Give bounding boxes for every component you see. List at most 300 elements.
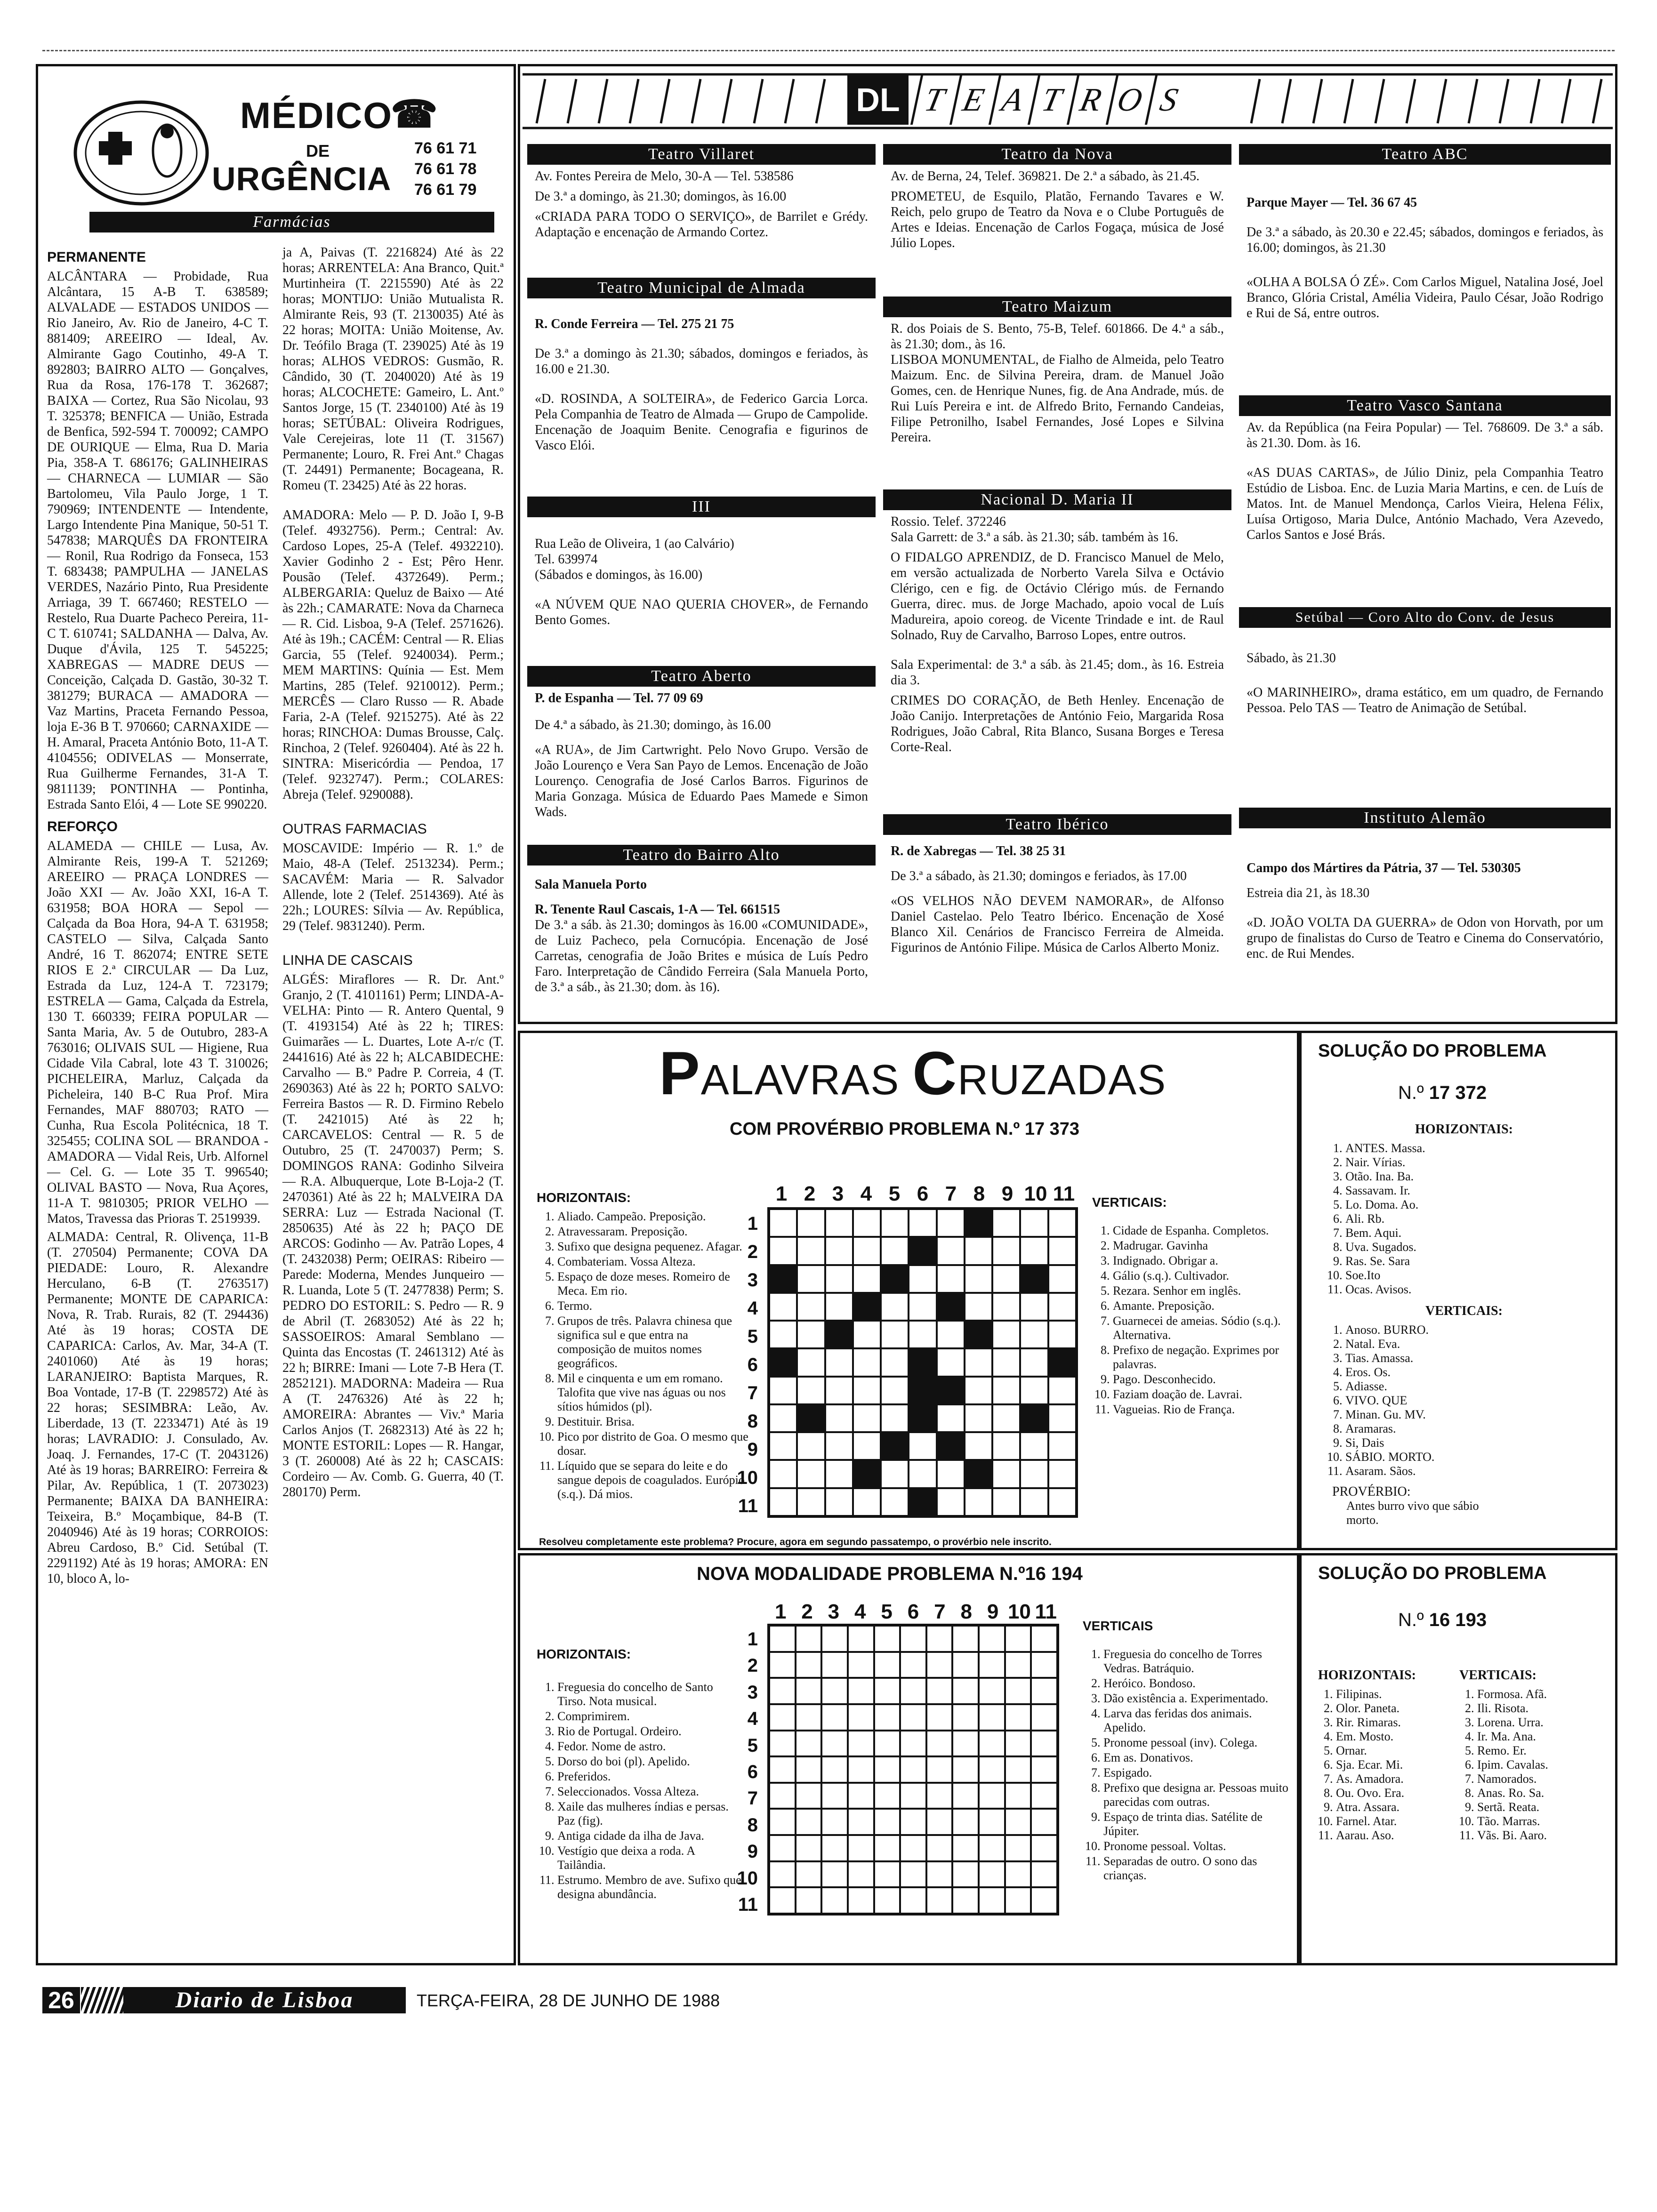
- grid-cell[interactable]: [881, 1293, 909, 1321]
- grid-cell[interactable]: [821, 1809, 848, 1835]
- grid-cell[interactable]: [1005, 1756, 1031, 1783]
- grid-cell[interactable]: [992, 1321, 1020, 1348]
- grid-cell[interactable]: [965, 1293, 992, 1321]
- grid-cell[interactable]: [825, 1265, 853, 1293]
- grid-cell[interactable]: [1048, 1265, 1076, 1293]
- grid-cell[interactable]: [769, 1293, 797, 1321]
- grid-cell-black: [1020, 1404, 1048, 1432]
- col-number: 10: [1024, 1182, 1047, 1205]
- grid-cell[interactable]: [821, 1731, 848, 1757]
- grid-cell[interactable]: [1031, 1887, 1057, 1914]
- grid-cell[interactable]: [909, 1460, 936, 1488]
- grid-cell[interactable]: [874, 1704, 901, 1731]
- grid-cell[interactable]: [1005, 1704, 1031, 1731]
- grid-cell[interactable]: [1048, 1404, 1076, 1432]
- grid-cell[interactable]: [952, 1756, 979, 1783]
- teatro-maizum: [883, 297, 1231, 454]
- grid-cell[interactable]: [853, 1209, 881, 1237]
- grid-cell[interactable]: [1031, 1861, 1057, 1888]
- grid-cell[interactable]: [937, 1488, 965, 1516]
- grid-cell[interactable]: [952, 1887, 979, 1914]
- grid-cell[interactable]: [1020, 1488, 1048, 1516]
- grid-cell-black: [909, 1404, 936, 1432]
- grid-cell[interactable]: [796, 1678, 822, 1704]
- grid-cell[interactable]: [979, 1756, 1005, 1783]
- grid-cell[interactable]: [1048, 1460, 1076, 1488]
- crossword-1-grid[interactable]: [767, 1207, 1078, 1518]
- crossword-2-verticais: [1083, 1619, 1290, 1883]
- grid-cell[interactable]: [853, 1404, 881, 1432]
- grid-cell[interactable]: [992, 1404, 1020, 1432]
- title-big-c: C: [912, 1039, 958, 1107]
- grid-cell[interactable]: [796, 1731, 822, 1757]
- cascais-text: ALGÉS: Miraflores — R. Dr. Ant.º Granjo, 2 (T. 4101161) Perm; LINDA-A-VELHA: Pinto — R. Antero Quental, 9 (T. 4193154) Até às 22 h; TIRES: Guimarães — L. Duartes, Lote A-r/c (T. 2441616) Até às 22 h; ALCABIDECHE: Carvalho — B.º Padre P. Correia, 4 (T. 2690363) Até às 22 h; PORTO SALVO: Ferreira Bastos — R. D. Firmino Rebelo (T. 2421015) Até às 22 h; CARCAVELOS: Central — R. 5 de Outubro, 25 (T. 2470037) Perm; S. DOMINGOS RANA: Godinho Silveira — R.A. Albuquerque, Lote B-Loja-2 (T. 2470361) Até às 22 h; MALVEIRA DA SERRA: Luz — Estrada Nacional (T. 2850635) Até às 22 h; PAÇO DE ARCOS: Godinho — Av. Patrão Lopes, 4 (T. 2432038) Perm; OEIRAS: Ribeiro — Parede: Moderna, Mendes Junqueiro — R. Luanda, Lote 5 (T. 2477838) Perm; S. PEDRO DO ESTORIL: S. Pedro — R. 9 de Abril (T. 2683052) Até às 22 h; SASSOEIROS: Amaral Semblano — Quinta das Encostas (T. 2461312) Até às 22 h; BIRRE: Imani — Lote 7-B Hera (T. 2852121). MADORNA: Madeira — Rua A (T. 2476326) Até às 22 h; AMOREIRA: Abrantes — Viv.ª Maria Carlos Anjos (T. 2682313) Até às 22 h; MONTE ESTORIL: Lopes — R. Hangar, 3 (T. 260008) Até às 22 h; CASCAIS: Cordeiro — Av. Comb. G. Guerra, 40 (T. 280170) Perm.: [282, 972, 504, 1499]
- grid-cell[interactable]: [881, 1321, 909, 1348]
- nova-addr: Av. de Berna, 24, Telef. 369821. De 2.ª a sábado, às 21.45.: [891, 169, 1200, 184]
- grid-cell[interactable]: [881, 1348, 909, 1376]
- grid-cell[interactable]: [1005, 1678, 1031, 1704]
- grid-cell[interactable]: [874, 1731, 901, 1757]
- grid-cell[interactable]: [825, 1488, 853, 1516]
- grid-cell[interactable]: [881, 1488, 909, 1516]
- grid-cell[interactable]: [1005, 1783, 1031, 1809]
- grid-cell[interactable]: [1005, 1731, 1031, 1757]
- col-number: 7: [934, 1600, 946, 1623]
- grid-cell[interactable]: [900, 1704, 926, 1731]
- grid-cell[interactable]: [926, 1678, 953, 1704]
- grid-cell[interactable]: [926, 1626, 953, 1652]
- grid-cell[interactable]: [848, 1887, 874, 1914]
- grid-cell[interactable]: [796, 1809, 822, 1835]
- grid-cell[interactable]: [937, 1237, 965, 1265]
- almada-addr: R. Conde Ferreira — Tel. 275 21 75: [535, 317, 734, 331]
- solution-item: 10. Farnel. Atar.: [1336, 1814, 1459, 1828]
- grid-cell-black: [769, 1348, 797, 1376]
- grid-cell[interactable]: [926, 1835, 953, 1861]
- row-number: 4: [747, 1708, 758, 1730]
- grid-cell[interactable]: [853, 1237, 881, 1265]
- crossword-1-footer: Resolveu completamente este problema? Procure, agora em segundo passatempo, o provérbio nele inscrito.: [539, 1537, 1052, 1547]
- grid-cell[interactable]: [796, 1861, 822, 1888]
- grid-cell-black: [909, 1237, 936, 1265]
- grid-cell[interactable]: [848, 1809, 874, 1835]
- grid-cell[interactable]: [1020, 1348, 1048, 1376]
- row-number: 6: [747, 1354, 758, 1375]
- crossword-1-verticais: [1092, 1195, 1290, 1418]
- grid-cell[interactable]: [797, 1209, 825, 1237]
- grid-cell[interactable]: [979, 1887, 1005, 1914]
- grid-cell[interactable]: [1031, 1704, 1057, 1731]
- grid-cell[interactable]: [952, 1652, 979, 1678]
- cw2-v-title: VERTICAIS: [1083, 1619, 1153, 1633]
- grid-cell[interactable]: [937, 1321, 965, 1348]
- solution-item: 2. Ili. Risota.: [1477, 1701, 1610, 1715]
- grid-cell[interactable]: [881, 1209, 909, 1237]
- grid-cell[interactable]: [848, 1626, 874, 1652]
- farmacias-col-2: [282, 245, 504, 1503]
- phone-icon: ☎: [391, 93, 438, 135]
- grid-cell[interactable]: [848, 1835, 874, 1861]
- grid-cell[interactable]: [874, 1835, 901, 1861]
- grid-cell[interactable]: [1048, 1237, 1076, 1265]
- grid-cell[interactable]: [881, 1237, 909, 1265]
- grid-cell[interactable]: [853, 1321, 881, 1348]
- grid-cell[interactable]: [797, 1432, 825, 1460]
- grid-cell[interactable]: [874, 1887, 901, 1914]
- farmacias-col-1: [47, 245, 268, 1589]
- grid-cell[interactable]: [992, 1348, 1020, 1376]
- crossword-2-subtitle: NOVA MODALIDADE PROBLEMA N.º16 194: [697, 1563, 1083, 1584]
- grid-cell[interactable]: [881, 1404, 909, 1432]
- clue-item: 11. Separadas de outro. O sono das crianças.: [1103, 1854, 1290, 1883]
- grid-cell[interactable]: [796, 1652, 822, 1678]
- grid-cell[interactable]: [796, 1626, 822, 1652]
- grid-cell[interactable]: [797, 1488, 825, 1516]
- grid-cell[interactable]: [821, 1704, 848, 1731]
- grid-cell[interactable]: [1031, 1652, 1057, 1678]
- grid-cell[interactable]: [769, 1731, 796, 1757]
- grid-cell[interactable]: [937, 1209, 965, 1237]
- header-slash: [1313, 79, 1322, 123]
- grid-cell[interactable]: [1005, 1861, 1031, 1888]
- grid-cell[interactable]: [1020, 1460, 1048, 1488]
- grid-cell[interactable]: [825, 1348, 853, 1376]
- grid-cell[interactable]: [797, 1265, 825, 1293]
- grid-cell[interactable]: [1031, 1835, 1057, 1861]
- header-slash: [1562, 79, 1570, 123]
- grid-cell[interactable]: [796, 1704, 822, 1731]
- grid-cell[interactable]: [769, 1377, 797, 1404]
- grid-cell[interactable]: [1020, 1377, 1048, 1404]
- grid-cell[interactable]: [853, 1432, 881, 1460]
- maizum-addr: R. dos Poiais de S. Bento, 75-B, Telef. 601866. De 4.ª a sáb., às 21.30; dom., às 16.: [891, 321, 1224, 352]
- grid-cell[interactable]: [848, 1783, 874, 1809]
- clue-item: 9. Destituir. Brisa.: [557, 1415, 748, 1429]
- grid-cell[interactable]: [821, 1783, 848, 1809]
- grid-cell[interactable]: [853, 1377, 881, 1404]
- grid-cell[interactable]: [965, 1265, 992, 1293]
- grid-cell[interactable]: [937, 1460, 965, 1488]
- grid-cell[interactable]: [848, 1756, 874, 1783]
- grid-cell[interactable]: [848, 1652, 874, 1678]
- grid-cell[interactable]: [821, 1678, 848, 1704]
- grid-cell[interactable]: [926, 1809, 953, 1835]
- grid-cell[interactable]: [769, 1809, 796, 1835]
- clue-item: 10. Pico por distrito de Goa. O mesmo que dosar.: [557, 1430, 748, 1458]
- solution-1-horizontais: [1323, 1122, 1605, 1527]
- col-number: 8: [973, 1182, 985, 1205]
- grid-cell[interactable]: [881, 1377, 909, 1404]
- grid-cell[interactable]: [825, 1293, 853, 1321]
- grid-cell[interactable]: [848, 1861, 874, 1888]
- grid-cell[interactable]: [1048, 1488, 1076, 1516]
- header-slash: [1438, 79, 1446, 123]
- grid-cell[interactable]: [769, 1626, 796, 1652]
- farmacias-bar: Farmácias: [89, 212, 494, 232]
- grid-cell[interactable]: [1031, 1731, 1057, 1757]
- grid-cell[interactable]: [979, 1626, 1005, 1652]
- grid-cell[interactable]: [821, 1861, 848, 1888]
- grid-cell[interactable]: [992, 1209, 1020, 1237]
- grid-cell[interactable]: [874, 1678, 901, 1704]
- crossword-1-col-numbers: [767, 1182, 1078, 1206]
- grid-cell[interactable]: [979, 1678, 1005, 1704]
- col-number: 1: [774, 1600, 787, 1623]
- grid-cell[interactable]: [992, 1293, 1020, 1321]
- grid-cell[interactable]: [797, 1348, 825, 1376]
- grid-cell[interactable]: [848, 1678, 874, 1704]
- grid-cell[interactable]: [1048, 1377, 1076, 1404]
- grid-cell[interactable]: [909, 1321, 936, 1348]
- grid-cell[interactable]: [1031, 1626, 1057, 1652]
- solution-item: 3. Lorena. Urra.: [1477, 1715, 1610, 1730]
- grid-cell[interactable]: [900, 1887, 926, 1914]
- header-slash: [1469, 79, 1477, 123]
- grid-cell[interactable]: [1020, 1209, 1048, 1237]
- clue-item: 2. Heróico. Bondoso.: [1103, 1676, 1290, 1691]
- medico-phone-1: 76 61 71: [414, 139, 477, 157]
- grid-cell[interactable]: [992, 1265, 1020, 1293]
- grid-cell[interactable]: [874, 1756, 901, 1783]
- grid-cell[interactable]: [769, 1488, 797, 1516]
- vasco-addr: Av. da República (na Feira Popular) — Tel. 768609. De 3.ª a sáb. às 21.30. Dom. às 16.: [1247, 420, 1603, 450]
- grid-cell[interactable]: [952, 1704, 979, 1731]
- grid-cell[interactable]: [979, 1704, 1005, 1731]
- grid-cell[interactable]: [952, 1731, 979, 1757]
- grid-cell[interactable]: [937, 1265, 965, 1293]
- grid-cell[interactable]: [796, 1756, 822, 1783]
- aberto-addr: P. de Espanha — Tel. 77 09 69: [535, 691, 703, 705]
- grid-cell[interactable]: [796, 1783, 822, 1809]
- grid-cell[interactable]: [769, 1887, 796, 1914]
- grid-cell[interactable]: [937, 1348, 965, 1376]
- grid-cell[interactable]: [952, 1809, 979, 1835]
- grid-cell[interactable]: [909, 1293, 936, 1321]
- nacional-bar: Nacional D. Maria II: [883, 489, 1231, 510]
- sol2-h-title: HORIZONTAIS:: [1318, 1668, 1416, 1683]
- solution-item: 7. Bem. Aqui.: [1345, 1226, 1605, 1240]
- grid-cell[interactable]: [909, 1209, 936, 1237]
- grid-cell[interactable]: [1031, 1783, 1057, 1809]
- grid-cell[interactable]: [952, 1861, 979, 1888]
- grid-cell[interactable]: [1020, 1432, 1048, 1460]
- grid-cell[interactable]: [821, 1626, 848, 1652]
- grid-cell[interactable]: [1031, 1678, 1057, 1704]
- grid-cell[interactable]: [952, 1835, 979, 1861]
- grid-cell[interactable]: [769, 1460, 797, 1488]
- grid-cell[interactable]: [881, 1460, 909, 1488]
- grid-cell[interactable]: [769, 1432, 797, 1460]
- solution-item: 1. ANTES. Massa.: [1345, 1141, 1605, 1155]
- grid-cell[interactable]: [769, 1321, 797, 1348]
- grid-cell[interactable]: [900, 1678, 926, 1704]
- grid-cell[interactable]: [848, 1731, 874, 1757]
- grid-cell[interactable]: [909, 1265, 936, 1293]
- solution-item: 8. Uva. Sugados.: [1345, 1240, 1605, 1254]
- grid-cell[interactable]: [926, 1783, 953, 1809]
- grid-cell[interactable]: [769, 1652, 796, 1678]
- grid-cell[interactable]: [821, 1756, 848, 1783]
- iberico-addr: R. de Xabregas — Tel. 38 25 31: [891, 844, 1066, 858]
- grid-cell[interactable]: [900, 1756, 926, 1783]
- grid-cell[interactable]: [825, 1432, 853, 1460]
- grid-cell[interactable]: [825, 1209, 853, 1237]
- grid-cell[interactable]: [1005, 1835, 1031, 1861]
- grid-cell[interactable]: [979, 1861, 1005, 1888]
- grid-cell[interactable]: [992, 1432, 1020, 1460]
- grid-cell[interactable]: [1048, 1293, 1076, 1321]
- grid-cell[interactable]: [1005, 1626, 1031, 1652]
- crossword-2-grid[interactable]: [767, 1624, 1059, 1915]
- grid-cell[interactable]: [909, 1432, 936, 1460]
- header-slash: [692, 79, 700, 123]
- grid-cell[interactable]: [1005, 1809, 1031, 1835]
- grid-cell[interactable]: [965, 1377, 992, 1404]
- grid-cell[interactable]: [926, 1861, 953, 1888]
- grid-cell[interactable]: [825, 1377, 853, 1404]
- grid-cell[interactable]: [1048, 1321, 1076, 1348]
- grid-cell[interactable]: [900, 1626, 926, 1652]
- grid-cell[interactable]: [979, 1731, 1005, 1757]
- grid-cell[interactable]: [1048, 1209, 1076, 1237]
- teatro-nacional: [883, 489, 1231, 763]
- grid-cell[interactable]: [926, 1756, 953, 1783]
- grid-cell[interactable]: [848, 1704, 874, 1731]
- solution-1-num-label: N.º: [1398, 1082, 1424, 1103]
- grid-cell[interactable]: [769, 1678, 796, 1704]
- grid-cell[interactable]: [769, 1404, 797, 1432]
- grid-cell[interactable]: [900, 1783, 926, 1809]
- grid-cell[interactable]: [874, 1809, 901, 1835]
- clue-item: 4. Combateriam. Vossa Alteza.: [557, 1255, 748, 1269]
- grid-cell[interactable]: [853, 1348, 881, 1376]
- grid-cell[interactable]: [900, 1809, 926, 1835]
- teatro-aberto: [527, 666, 876, 828]
- grid-cell[interactable]: [900, 1861, 926, 1888]
- cw1-h-title: HORIZONTAIS:: [537, 1190, 631, 1205]
- col-number: 9: [1001, 1182, 1014, 1205]
- grid-cell[interactable]: [1020, 1237, 1048, 1265]
- grid-cell[interactable]: [874, 1652, 901, 1678]
- grid-cell[interactable]: [965, 1237, 992, 1265]
- grid-cell[interactable]: [1048, 1432, 1076, 1460]
- row-number: 7: [747, 1383, 758, 1403]
- grid-cell[interactable]: [926, 1731, 953, 1757]
- grid-cell[interactable]: [1031, 1809, 1057, 1835]
- solution-item: 7. Namorados.: [1477, 1772, 1610, 1786]
- grid-cell[interactable]: [979, 1652, 1005, 1678]
- grid-cell[interactable]: [821, 1652, 848, 1678]
- grid-cell[interactable]: [874, 1861, 901, 1888]
- iii-tel: Tel. 639974: [535, 552, 598, 567]
- grid-cell[interactable]: [900, 1835, 926, 1861]
- grid-cell[interactable]: [769, 1209, 797, 1237]
- iberico-bar: Teatro Ibérico: [883, 814, 1231, 835]
- grid-cell[interactable]: [926, 1887, 953, 1914]
- grid-cell[interactable]: [769, 1835, 796, 1861]
- grid-cell[interactable]: [926, 1704, 953, 1731]
- grid-cell[interactable]: [821, 1835, 848, 1861]
- medico-title: MÉDICO: [240, 95, 393, 136]
- grid-cell[interactable]: [1020, 1321, 1048, 1348]
- solution-item: 8. Aramaras.: [1345, 1422, 1605, 1436]
- grid-cell[interactable]: [965, 1404, 992, 1432]
- outras-text: MOSCAVIDE: Império — R. 1.º de Maio, 48-A (Telef. 2513234). Perm.; SACAVÉM: Maria — R. Salvador Allende, lote 2 (Telef. 2514369). Até às 22h.; LOURES: Sílvia — Av. República, 29 (Telef. 9831240). Perm.: [282, 841, 504, 933]
- grid-cell-black: [853, 1293, 881, 1321]
- grid-cell[interactable]: [952, 1626, 979, 1652]
- grid-cell[interactable]: [1005, 1652, 1031, 1678]
- row-number: 9: [747, 1439, 758, 1460]
- solution-item: 10. Soe.Ito: [1345, 1268, 1605, 1282]
- grid-cell[interactable]: [1020, 1293, 1048, 1321]
- grid-cell[interactable]: [821, 1887, 848, 1914]
- col-number: 11: [1035, 1600, 1057, 1623]
- grid-cell[interactable]: [992, 1460, 1020, 1488]
- grid-cell[interactable]: [853, 1265, 881, 1293]
- grid-cell[interactable]: [992, 1237, 1020, 1265]
- clue-item: 3. Rio de Portugal. Ordeiro.: [557, 1724, 744, 1739]
- grid-cell[interactable]: [965, 1432, 992, 1460]
- grid-cell[interactable]: [825, 1237, 853, 1265]
- grid-cell[interactable]: [797, 1377, 825, 1404]
- row-number: 1: [747, 1629, 758, 1650]
- grid-cell[interactable]: [965, 1488, 992, 1516]
- grid-cell[interactable]: [769, 1861, 796, 1888]
- iii-addr: Rua Leão de Oliveira, 1 (ao Calvário): [535, 537, 734, 551]
- grid-cell[interactable]: [979, 1783, 1005, 1809]
- grid-cell[interactable]: [874, 1783, 901, 1809]
- abc-text: «OLHA A BOLSA Ó ZÉ». Com Carlos Miguel, Natalina José, Joel Branco, Glória Cristal, Amélia Videira, Paulo César, João Rodrigo e Rui de Sá, entre outros.: [1247, 275, 1603, 321]
- grid-cell[interactable]: [769, 1704, 796, 1731]
- grid-cell[interactable]: [825, 1460, 853, 1488]
- grid-cell[interactable]: [926, 1652, 953, 1678]
- grid-cell[interactable]: [853, 1488, 881, 1516]
- grid-cell[interactable]: [992, 1488, 1020, 1516]
- grid-cell[interactable]: [937, 1404, 965, 1432]
- aberto-hours: De 4.ª a sábado, às 21.30; domingo, às 16.00: [535, 718, 771, 732]
- nova-bar: Teatro da Nova: [883, 144, 1231, 165]
- grid-cell[interactable]: [1031, 1756, 1057, 1783]
- grid-cell-black: [937, 1293, 965, 1321]
- grid-cell[interactable]: [825, 1404, 853, 1432]
- grid-cell[interactable]: [797, 1293, 825, 1321]
- grid-cell[interactable]: [769, 1783, 796, 1809]
- grid-cell[interactable]: [992, 1377, 1020, 1404]
- grid-cell[interactable]: [796, 1887, 822, 1914]
- grid-cell[interactable]: [900, 1731, 926, 1757]
- grid-cell[interactable]: [979, 1835, 1005, 1861]
- solution-item: 5. Remo. Er.: [1477, 1744, 1610, 1758]
- clue-item: 1. Aliado. Campeão. Preposição.: [557, 1210, 748, 1224]
- grid-cell[interactable]: [769, 1756, 796, 1783]
- grid-cell[interactable]: [797, 1460, 825, 1488]
- teatros-letter: T: [910, 75, 956, 125]
- grid-cell[interactable]: [952, 1783, 979, 1809]
- grid-cell[interactable]: [797, 1237, 825, 1265]
- grid-cell[interactable]: [965, 1348, 992, 1376]
- grid-cell[interactable]: [979, 1809, 1005, 1835]
- grid-cell[interactable]: [900, 1652, 926, 1678]
- alemao-addr: Campo dos Mártires da Pátria, 37 — Tel. 530305: [1247, 861, 1521, 875]
- grid-cell[interactable]: [797, 1321, 825, 1348]
- grid-cell[interactable]: [874, 1626, 901, 1652]
- grid-cell[interactable]: [1005, 1887, 1031, 1914]
- grid-cell[interactable]: [796, 1835, 822, 1861]
- grid-cell[interactable]: [952, 1678, 979, 1704]
- iberico-hours: De 3.ª a sábado, às 21.30; domingos e feriados, às 17.00: [891, 869, 1187, 883]
- clue-item: 6. Preferidos.: [557, 1770, 744, 1784]
- grid-cell[interactable]: [769, 1237, 797, 1265]
